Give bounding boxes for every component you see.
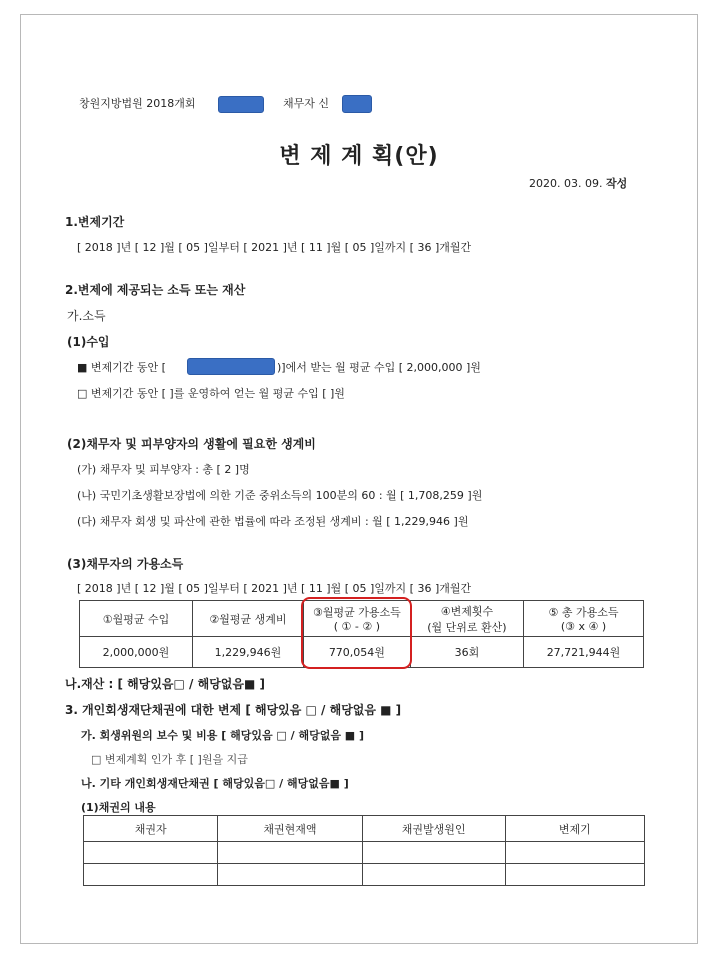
table-cell — [362, 842, 505, 864]
table-cell — [84, 842, 218, 864]
claims-content-heading: (1)채권의 내용 — [81, 801, 156, 814]
table-header-cell — [80, 601, 193, 637]
table-cell: 36회 — [410, 637, 523, 668]
table-cell — [505, 842, 644, 864]
date-value: 2020. 03. 09. — [529, 177, 603, 190]
available-income-period: [ 2018 ]년 [ 12 ]월 [ 05 ]일부터 [ 2021 ]년 [ 11 ]월 [ 05 ]일까지 [ 36 ]개월간 — [77, 582, 472, 595]
header-line: ③월평균 가용소득 — [313, 606, 401, 619]
table-header-cell — [410, 601, 523, 637]
income-line-2: □ 변제기간 동안 [ ]를 운영하여 얻는 월 평균 수입 [ ]원 — [77, 387, 345, 400]
document-title: 변 제 계 획(안) — [279, 144, 439, 169]
section2-heading: 2.변제에 제공되는 소득 또는 재산 — [65, 283, 246, 297]
highlight-available-income — [301, 597, 412, 669]
document-page — [20, 14, 698, 944]
table-cell — [218, 842, 362, 864]
table-cell: 27,721,944원 — [524, 637, 644, 668]
table-cell — [505, 864, 644, 886]
income-line-1-suffix: )]에서 받는 월 평균 수입 [ 2,000,000 ]원 — [277, 361, 481, 374]
claims-header-row — [84, 816, 645, 842]
section1-heading: 1.변제기간 — [65, 215, 125, 229]
table-header-cell — [192, 601, 303, 637]
trustee-fee-line: 가. 회생위원의 보수 및 비용 [ 해당있음 □ / 해당없음 ■ ] — [81, 729, 365, 742]
redaction-employer — [187, 358, 275, 375]
repayment-period: [ 2018 ]년 [ 12 ]월 [ 05 ]일부터 [ 2021 ]년 [ 11 ]월 [ 05 ]일까지 [ 36 ]개월간 — [77, 241, 472, 254]
header-line: (월 단위로 환산) — [427, 620, 507, 634]
income-heading: (1)수입 — [67, 335, 110, 349]
claims-table — [83, 815, 645, 886]
property-line: 나.재산 : [ 해당있음□ / 해당없음■ ] — [65, 677, 265, 691]
header-line: ( ① - ② ) — [333, 620, 380, 633]
date-suffix: 작성 — [605, 177, 628, 190]
table-cell — [362, 864, 505, 886]
redaction-debtor-name — [342, 95, 372, 113]
table-cell: 1,229,946원 — [192, 637, 303, 668]
debtor-label: 채무자 신 — [283, 97, 330, 110]
table-header-cell — [524, 601, 644, 637]
other-claims-line: 나. 기타 개인회생재단채권 [ 해당있음□ / 해당없음■ ] — [81, 777, 349, 790]
document-date — [529, 175, 627, 191]
header-line: ②월평균 생계비 — [209, 612, 287, 626]
header-line: (③ x ④ ) — [560, 620, 607, 633]
header-line: ④변제횟수 — [440, 604, 494, 618]
living-cost-a: (가) 채무자 및 피부양자 : 총 [ 2 ]명 — [77, 463, 250, 476]
table-cell: 2,000,000원 — [80, 637, 193, 668]
header-line: ①월평균 수입 — [102, 612, 170, 626]
living-cost-b: (나) 국민기초생활보장법에 의한 기준 중위소득의 100분의 60 : 월 [ 1,708,259 ]원 — [77, 489, 483, 502]
claims-header-cell: 채권자 — [84, 816, 218, 842]
subsection-income: 가.소득 — [67, 309, 106, 323]
redaction-case-number — [218, 96, 264, 113]
living-cost-heading: (2)채무자 및 피부양자의 생활에 필요한 생계비 — [67, 437, 316, 451]
living-cost-c: (다) 채무자 회생 및 파산에 관한 법률에 따라 조정된 생계비 : 월 [ 1,229,946 ]원 — [77, 515, 469, 528]
claims-header-cell: 변제기 — [505, 816, 644, 842]
court-case-number: 창원지방법원 2018개회 — [79, 97, 196, 110]
table-cell — [84, 864, 218, 886]
table-row — [84, 864, 645, 886]
section3-heading: 3. 개인회생재단채권에 대한 변제 [ 해당있음 □ / 해당없음 ■ ] — [65, 703, 402, 717]
approval-payment-line: □ 변제계획 인가 후 [ ]원을 지급 — [91, 753, 248, 766]
table-cell: 770,054원 — [303, 637, 410, 668]
income-line-1-prefix: ■ 변제기간 동안 [ — [77, 361, 166, 374]
claims-header-cell: 채권현재액 — [218, 816, 362, 842]
claims-header-cell: 채권발생원인 — [362, 816, 505, 842]
header-line: ⑤ 총 가용소득 — [548, 606, 619, 619]
table-row — [84, 842, 645, 864]
available-income-heading: (3)채무자의 가용소득 — [67, 557, 184, 571]
table-cell — [218, 864, 362, 886]
